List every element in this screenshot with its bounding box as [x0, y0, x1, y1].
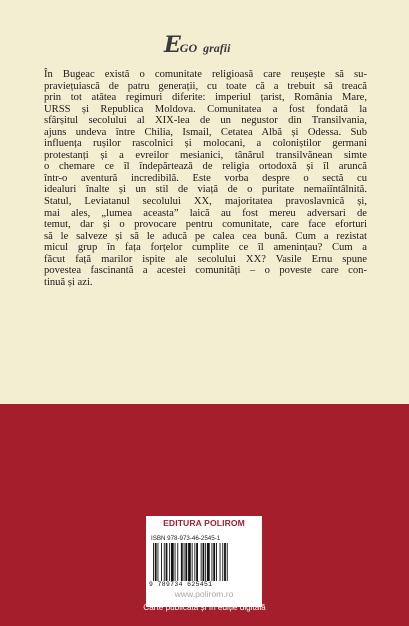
blurb-line: tinuă și azi. [44, 276, 93, 288]
publisher-name: EDITURA POLIROM [163, 518, 245, 528]
blurb-line: într-o aventură incredibilă. Este vorba despre o sectă cu [44, 172, 367, 184]
blurb-line: prin tot atâtea regimuri diferite: imperiul țarist, România Mare, [44, 92, 367, 104]
barcode-digits: 9 789734 625451 [149, 581, 213, 588]
blurb-line: făcut față marilor ispite ale secolului XX? Vasile Ernu spune [44, 253, 367, 265]
blurb-line: protestanți și a evreilor mesianici, tânărul transilvănean simte [44, 149, 367, 161]
blurb-line: idealuri înalte și un stil de viață de o puritate nemaiîntâlnită. [44, 184, 367, 196]
barcode-icon [151, 543, 259, 581]
publisher-website: www.polirom.ro [174, 589, 234, 599]
logo-go: GO [179, 41, 198, 55]
blurb-line: În Bugeac există o comunitate religioasă care reușește să su- [44, 69, 367, 80]
back-cover-blurb [44, 69, 367, 288]
blurb-line: Statul, Leviatanul secolului XX, majoritatea pravoslavnică și, [44, 196, 367, 208]
blurb-line: să le salveze și să le aducă pe calea cea bună. Cum a rezistat [44, 230, 367, 242]
logo-grafii: grafii [203, 41, 231, 55]
blurb-line: sfârșitul secolului al XIX-lea de un negustor din Transilvania, [44, 115, 367, 127]
blurb-line: o chemare ce îl îndepărtează de religia ortodoxă și îl aruncă [44, 161, 367, 173]
publisher-panel [146, 516, 262, 607]
blurb-line: temut, dar și o provocare pentru comunitate, care face eforturi [44, 219, 367, 231]
isbn-text: ISBN 978-973-46-2545-1 [151, 535, 221, 542]
blurb-line: praviețuiască de patru generații, cu toate că a trebuit să treacă [44, 80, 367, 92]
digital-edition-note: Carte publicată și în ediție digitală [143, 603, 266, 612]
blurb-line: URSS și Republica Moldova. Comunitatea a fost fondată la [44, 103, 367, 115]
blurb-line: ajuns undeva între Chilia, Ismail, Cetatea Albă și Odessa. Sub [44, 126, 367, 138]
blurb-line: micul grup în fața forțelor cumplite ce îl amenințau? Cum a [44, 242, 367, 254]
logo-letter: E [164, 32, 181, 58]
egografii-logo [164, 32, 231, 58]
blurb-line: povestea fascinantă a acestei comunități – o poveste care con- [44, 265, 367, 277]
blurb-line: mai ales, „lumea aceasta” laică au fost mereu adversari de [44, 207, 367, 219]
blurb-line: influența rușilor rascolnici și molocani, a coloniștilor germani [44, 138, 367, 150]
